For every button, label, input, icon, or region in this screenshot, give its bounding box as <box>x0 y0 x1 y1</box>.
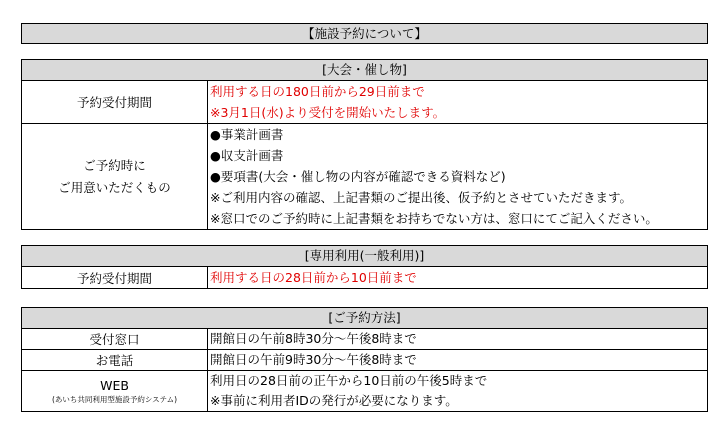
section-general <box>21 245 708 289</box>
value-line: 利用する日の180日前から29日前まで <box>210 84 425 99</box>
row-value <box>208 81 708 124</box>
row-label: お電話 <box>22 350 208 371</box>
section-event <box>21 59 708 230</box>
row-value <box>208 329 708 350</box>
page-title: 【施設予約について】 <box>21 23 708 44</box>
value-line: ※3月1日(水)より受付を開始いたします。 <box>210 105 446 120</box>
table-row <box>22 124 708 230</box>
table-row <box>22 371 708 412</box>
value-line: 利用日の28日前の正午から10日前の午後5時まで <box>210 373 488 388</box>
row-label-line: ご予約時に <box>83 157 146 173</box>
row-value <box>208 350 708 371</box>
row-label: 受付窓口 <box>22 329 208 350</box>
value-line: ●事業計画書 <box>210 127 284 142</box>
value-line: ●要項書(大会・催し物の内容が確認できる資料など) <box>210 169 506 184</box>
value-line: 利用する日の28日前から10日前まで <box>210 270 417 285</box>
value-line: ※事前に利用者IDの発行が必要になります。 <box>210 393 458 408</box>
section-method-header: [ご予約方法] <box>21 307 708 328</box>
row-label-main: WEB <box>100 378 129 393</box>
row-value <box>208 371 708 412</box>
section-general-table <box>21 266 708 289</box>
section-method-table <box>21 328 708 412</box>
section-event-header: [大会・催し物] <box>21 59 708 80</box>
row-label <box>22 371 208 412</box>
section-event-table <box>21 80 708 230</box>
section-general-header: [専用利用(一般利用)] <box>21 245 708 266</box>
table-row <box>22 81 708 124</box>
value-line: ●収支計画書 <box>210 148 284 163</box>
value-line: 開館日の午前8時30分～午後8時まで <box>210 331 417 346</box>
row-label-sub: (あいち共同利用型施設予約システム) <box>51 395 178 404</box>
row-label <box>22 124 208 230</box>
row-label: 予約受付期間 <box>22 267 208 289</box>
value-line: ※ご利用内容の確認、上記書類のご提出後、仮予約とさせていただきます。 <box>210 190 632 205</box>
row-label: 予約受付期間 <box>22 81 208 124</box>
row-label-line: ご用意いただくもの <box>58 179 171 195</box>
table-row <box>22 350 708 371</box>
table-row <box>22 267 708 289</box>
value-line: 開館日の午前9時30分～午後8時まで <box>210 352 417 367</box>
row-value <box>208 124 708 230</box>
row-value <box>208 267 708 289</box>
table-row <box>22 329 708 350</box>
section-method <box>21 307 708 412</box>
value-line: ※窓口でのご予約時に上記書類をお持ちでない方は、窓口にてご記入ください。 <box>210 211 658 226</box>
